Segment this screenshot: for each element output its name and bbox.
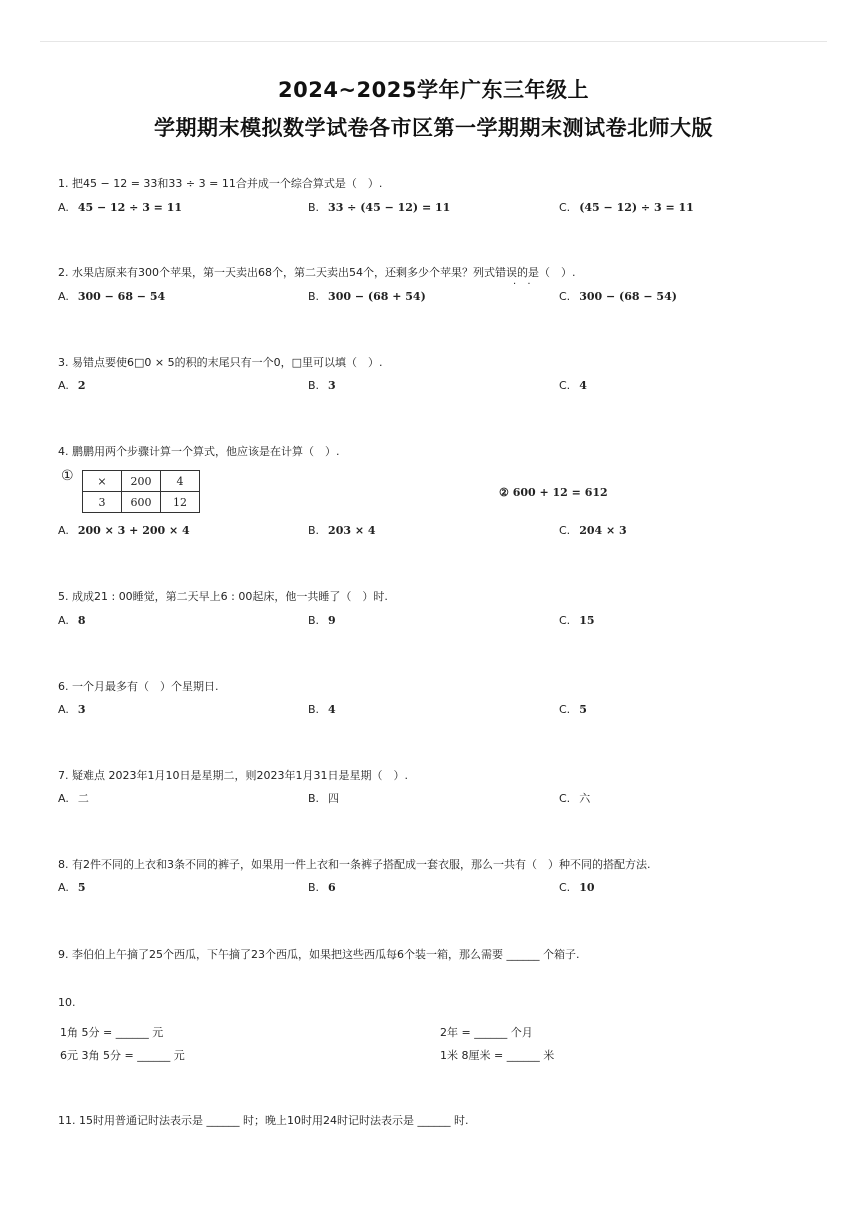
grid-cell: 600: [122, 492, 161, 513]
option-label: B.: [308, 792, 320, 805]
option-value: 5: [579, 703, 587, 716]
q5-option-b[interactable]: [308, 614, 336, 628]
option-label: C.: [559, 703, 571, 716]
q10-item-2: 2年 = ______ 个月: [440, 1026, 533, 1039]
option-value: 4: [328, 703, 336, 716]
q6-option-a[interactable]: [58, 703, 85, 717]
q6-option-c[interactable]: [559, 703, 587, 717]
q10-item-3: 6元 3角 5分 = ______ 元: [60, 1049, 185, 1062]
option-label: B.: [308, 379, 320, 392]
option-value: 2: [77, 379, 86, 392]
q8-option-a[interactable]: [58, 881, 85, 895]
option-label: A.: [58, 792, 69, 805]
option-label: C.: [559, 379, 571, 392]
option-label: C.: [559, 201, 571, 214]
page-title: 2024~2025学年广东三年级上: [278, 78, 589, 102]
question-4: 4. 鹏鹏用两个步骤计算一个算式，他应该是在计算（ ）.: [58, 445, 340, 458]
option-label: C.: [559, 614, 571, 627]
option-label: B.: [308, 614, 320, 627]
option-value: 六: [579, 792, 591, 805]
question-2: 2. 水果店原来有300个苹果，第一天卖出68个，第二天卖出54个，还剩多少个苹果？列式错误的是（ ）.: [58, 266, 576, 279]
option-value: 200 × 3 + 200 × 4: [77, 524, 190, 537]
q1-option-a[interactable]: [58, 201, 182, 215]
option-value: (45 − 12) ÷ 3 = 11: [579, 201, 694, 214]
page-subtitle: 学期期末模拟数学试卷各市区第一学期期末测试卷北师大版: [154, 116, 713, 140]
q4-option-c[interactable]: [559, 524, 627, 538]
q7-option-c[interactable]: [559, 792, 590, 806]
option-value: 9: [328, 614, 336, 627]
option-label: A.: [58, 524, 69, 537]
q3-option-c[interactable]: [559, 379, 587, 393]
question-8: 8. 有2件不同的上衣和3条不同的裤子，如果用一件上衣和一条裤子搭配成一套衣服，那么一共有（ ）种不同的搭配方法.: [58, 858, 651, 871]
option-label: A.: [58, 703, 69, 716]
question-3: 3. 易错点要使6□0 × 5的积的末尾只有一个0，□里可以填（ ）.: [58, 356, 383, 369]
option-value: 33 ÷ (45 − 12) = 11: [328, 201, 451, 214]
q8-option-b[interactable]: [308, 881, 336, 895]
option-value: 6: [328, 881, 336, 894]
option-label: A.: [58, 379, 69, 392]
question-7: 7. 疑难点 2023年1月10日是星期二，则2023年1月31日是星期（ ）.: [58, 769, 408, 782]
option-label: A.: [58, 881, 69, 894]
q2-option-c[interactable]: [559, 290, 677, 304]
option-value: 203 × 4: [328, 524, 376, 537]
step-1-marker: ①: [61, 468, 74, 484]
option-label: A.: [58, 290, 69, 303]
option-value: 45 − 12 ÷ 3 = 11: [77, 201, 183, 214]
grid-cell: 12: [161, 492, 200, 513]
option-value: 300 − (68 + 54): [328, 290, 426, 303]
option-label: C.: [559, 881, 571, 894]
option-value: 四: [328, 792, 340, 805]
option-label: B.: [308, 703, 320, 716]
option-label: B.: [308, 524, 320, 537]
option-value: 204 × 3: [579, 524, 627, 537]
q6-option-b[interactable]: [308, 703, 336, 717]
grid-cell: 3: [83, 492, 122, 513]
q1-option-b[interactable]: [308, 201, 450, 215]
option-label: C.: [559, 792, 571, 805]
option-label: B.: [308, 201, 320, 214]
grid-cell: 200: [122, 471, 161, 492]
option-value: 5: [77, 881, 86, 894]
option-value: 3: [77, 703, 86, 716]
emphasis-dots: · ·: [513, 279, 535, 290]
grid-cell: ×: [83, 471, 122, 492]
q4-option-b[interactable]: [308, 524, 376, 538]
option-value: 二: [77, 792, 89, 805]
grid-cell: 4: [161, 471, 200, 492]
option-value: 8: [77, 614, 86, 627]
question-1: 1. 把45 − 12 = 33和33 ÷ 3 = 11合并成一个综合算式是（ ）.: [58, 177, 383, 190]
header-divider: [40, 41, 827, 42]
multiplication-grid: [82, 470, 200, 513]
option-value: 3: [328, 379, 336, 392]
q3-option-a[interactable]: [58, 379, 85, 393]
question-11: 11. 15时用普通记时法表示是 ______ 时；晚上10时用24时记时法表示是 ______ 时.: [58, 1114, 469, 1127]
step-2-equation: ② 600 + 12 = 612: [499, 486, 608, 499]
q7-option-a[interactable]: [58, 792, 89, 806]
q5-option-c[interactable]: [559, 614, 595, 628]
question-5: 5. 成成21 : 00睡觉，第二天早上6 : 00起床，他一共睡了（ ）时.: [58, 590, 388, 603]
q1-option-c[interactable]: [559, 201, 694, 215]
option-value: 300 − (68 − 54): [579, 290, 677, 303]
option-label: B.: [308, 290, 320, 303]
q7-option-b[interactable]: [308, 792, 339, 806]
option-label: A.: [58, 614, 69, 627]
q2-option-b[interactable]: [308, 290, 426, 304]
option-label: B.: [308, 881, 320, 894]
q4-option-a[interactable]: [58, 524, 190, 538]
q3-option-b[interactable]: [308, 379, 336, 393]
option-label: A.: [58, 201, 69, 214]
question-6: 6. 一个月最多有（ ）个星期日.: [58, 680, 219, 693]
q10-item-1: 1角 5分 = ______ 元: [60, 1026, 164, 1039]
option-label: C.: [559, 290, 571, 303]
q8-option-c[interactable]: [559, 881, 595, 895]
q2-option-a[interactable]: [58, 290, 165, 304]
option-value: 15: [579, 614, 595, 627]
option-label: C.: [559, 524, 571, 537]
option-value: 4: [579, 379, 587, 392]
question-10-number: 10.: [58, 996, 76, 1009]
q5-option-a[interactable]: [58, 614, 85, 628]
option-value: 10: [579, 881, 595, 894]
question-9: 9. 李伯伯上午摘了25个西瓜，下午摘了23个西瓜，如果把这些西瓜每6个装一箱，那么需要 ______ 个箱子.: [58, 948, 580, 961]
option-value: 300 − 68 − 54: [77, 290, 166, 303]
q10-item-4: 1米 8厘米 = ______ 米: [440, 1049, 555, 1062]
